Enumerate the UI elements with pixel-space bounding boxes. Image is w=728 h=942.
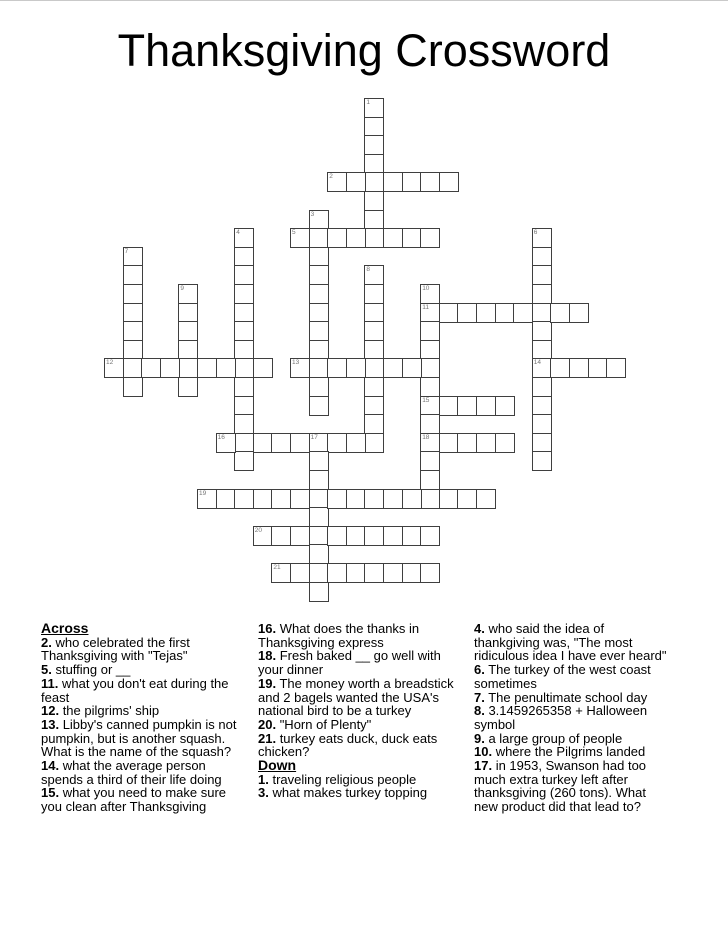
grid-cell-r21-c5[interactable]	[197, 489, 217, 509]
clue-down-4: 4. who said the idea of thankgiving was, "The most ridiculous idea I have ever heard"	[474, 621, 667, 664]
grid-cell-r13-c14[interactable]	[364, 340, 384, 360]
grid-cell-r16-c7[interactable]	[234, 396, 254, 416]
grid-cell-r21-c15[interactable]	[383, 489, 403, 509]
grid-cell-r16-c18[interactable]	[439, 396, 459, 416]
cell-number-18: 18	[422, 433, 430, 441]
grid-cell-r15-c4[interactable]	[178, 377, 198, 397]
clue-down-7: 7. The penultimate school day	[474, 689, 648, 705]
grid-cell-r14-c26[interactable]	[588, 358, 608, 378]
grid-cell-r18-c23[interactable]	[532, 433, 552, 453]
cell-number-12: 12	[106, 359, 114, 367]
grid-cell-r8-c7[interactable]	[234, 247, 254, 267]
grid-cell-r14-c4[interactable]	[178, 358, 198, 378]
grid-cell-r11-c22[interactable]	[513, 303, 533, 323]
grid-cell-r0-c14[interactable]	[364, 98, 384, 118]
clue-across-20: 20. "Horn of Plenty"	[258, 716, 372, 732]
grid-cell-r23-c8[interactable]	[253, 526, 273, 546]
cell-number-16: 16	[217, 433, 225, 441]
grid-cell-r19-c7[interactable]	[234, 451, 254, 471]
grid-cell-r13-c7[interactable]	[234, 340, 254, 360]
clues-column-2	[258, 622, 458, 800]
grid-cell-r11-c20[interactable]	[476, 303, 496, 323]
grid-cell-r21-c13[interactable]	[346, 489, 366, 509]
grid-cell-r25-c15[interactable]	[383, 563, 403, 583]
grid-cell-r16-c23[interactable]	[532, 396, 552, 416]
grid-cell-r7-c16[interactable]	[402, 228, 422, 248]
grid-cell-r18-c12[interactable]	[327, 433, 347, 453]
grid-cell-r6-c14[interactable]	[364, 210, 384, 230]
grid-cell-r24-c11[interactable]	[309, 544, 329, 564]
clue-across-21: 21. turkey eats duck, duck eats chicken?	[258, 730, 438, 760]
grid-cell-r8-c11[interactable]	[309, 247, 329, 267]
clue-across-15: 15. what you need to make sure you clean after Thanksgiving	[41, 785, 227, 815]
grid-cell-r25-c16[interactable]	[402, 563, 422, 583]
grid-cell-r7-c7[interactable]	[234, 228, 254, 248]
grid-cell-r21-c7[interactable]	[234, 489, 254, 509]
grid-cell-r23-c16[interactable]	[402, 526, 422, 546]
grid-cell-r12-c11[interactable]	[309, 321, 329, 341]
clue-down-1: 1. traveling religious people	[258, 771, 417, 787]
grid-cell-r14-c16[interactable]	[402, 358, 422, 378]
cell-number-19: 19	[199, 489, 207, 497]
grid-cell-r11-c11[interactable]	[309, 303, 329, 323]
grid-cell-r17-c17[interactable]	[420, 414, 440, 434]
grid-cell-r21-c17[interactable]	[420, 489, 440, 509]
grid-cell-r9-c14[interactable]	[364, 265, 384, 285]
clue-across-12: 12. the pilgrims' ship	[41, 703, 160, 719]
grid-cell-r7-c10[interactable]	[290, 228, 310, 248]
clue-down-10: 10. where the Pilgrims landed	[474, 744, 646, 760]
grid-cell-r18-c9[interactable]	[271, 433, 291, 453]
grid-cell-r15-c14[interactable]	[364, 377, 384, 397]
grid-cell-r4-c16[interactable]	[402, 172, 422, 192]
grid-cell-r14-c0[interactable]	[104, 358, 124, 378]
grid-cell-r11-c19[interactable]	[457, 303, 477, 323]
grid-cell-r13-c1[interactable]	[123, 340, 143, 360]
grid-cell-r7-c17[interactable]	[420, 228, 440, 248]
grid-cell-r13-c4[interactable]	[178, 340, 198, 360]
grid-cell-r19-c23[interactable]	[532, 451, 552, 471]
grid-cell-r16-c20[interactable]	[476, 396, 496, 416]
grid-cell-r11-c21[interactable]	[495, 303, 515, 323]
grid-cell-r14-c27[interactable]	[606, 358, 626, 378]
grid-cell-r5-c14[interactable]	[364, 191, 384, 211]
grid-cell-r18-c17[interactable]	[420, 433, 440, 453]
grid-cell-r11-c18[interactable]	[439, 303, 459, 323]
grid-cell-r21-c6[interactable]	[216, 489, 236, 509]
grid-cell-r4-c17[interactable]	[420, 172, 440, 192]
grid-cell-r25-c14[interactable]	[364, 563, 384, 583]
grid-cell-r23-c9[interactable]	[271, 526, 291, 546]
grid-cell-r17-c14[interactable]	[364, 414, 384, 434]
clue-down-6: 6. The turkey of the west coast sometimes	[474, 662, 651, 691]
cell-number-15: 15	[422, 396, 430, 404]
grid-cell-r14-c24[interactable]	[550, 358, 570, 378]
clue-across-19: 19. The money worth a breadstick and 2 bagels wanted the USA's national bird to be a turkey	[258, 675, 454, 719]
grid-cell-r11-c7[interactable]	[234, 303, 254, 323]
grid-cell-r26-c11[interactable]	[309, 582, 329, 602]
grid-cell-r21-c20[interactable]	[476, 489, 496, 509]
grid-cell-r21-c10[interactable]	[290, 489, 310, 509]
grid-cell-r21-c8[interactable]	[253, 489, 273, 509]
grid-cell-r11-c1[interactable]	[123, 303, 143, 323]
grid-cell-r16-c14[interactable]	[364, 396, 384, 416]
grid-cell-r21-c11[interactable]	[309, 489, 329, 509]
down-header: Down	[258, 757, 297, 774]
grid-cell-r18-c8[interactable]	[253, 433, 273, 453]
grid-cell-r21-c19[interactable]	[457, 489, 477, 509]
clues-column-3	[474, 622, 670, 814]
grid-cell-r7-c11[interactable]	[309, 228, 329, 248]
grid-cell-r20-c17[interactable]	[420, 470, 440, 490]
grid-cell-r25-c11[interactable]	[309, 563, 329, 583]
grid-cell-r14-c6[interactable]	[216, 358, 236, 378]
grid-cell-r13-c23[interactable]	[532, 340, 552, 360]
grid-cell-r18-c6[interactable]	[216, 433, 236, 453]
grid-cell-r23-c17[interactable]	[420, 526, 440, 546]
grid-cell-r10-c17[interactable]	[420, 284, 440, 304]
grid-cell-r4-c18[interactable]	[439, 172, 459, 192]
grid-cell-r4-c15[interactable]	[383, 172, 403, 192]
grid-cell-r23-c11[interactable]	[309, 526, 329, 546]
grid-cell-r18-c13[interactable]	[346, 433, 366, 453]
grid-cell-r21-c9[interactable]	[271, 489, 291, 509]
grid-cell-r10-c23[interactable]	[532, 284, 552, 304]
cell-number-7: 7	[124, 247, 129, 255]
grid-cell-r14-c15[interactable]	[383, 358, 403, 378]
clue-down-8: 8. 3.1459265358 + Halloween symbol	[474, 703, 648, 732]
grid-cell-r17-c23[interactable]	[532, 414, 552, 434]
grid-cell-r14-c7[interactable]	[234, 358, 254, 378]
grid-cell-r8-c1[interactable]	[123, 247, 143, 267]
cell-number-20: 20	[254, 526, 263, 534]
grid-cell-r25-c10[interactable]	[290, 563, 310, 583]
grid-cell-r16-c17[interactable]	[420, 396, 440, 416]
cell-number-17: 17	[310, 433, 318, 441]
grid-cell-r11-c23[interactable]	[532, 303, 552, 323]
grid-cell-r14-c12[interactable]	[327, 358, 347, 378]
grid-cell-r22-c11[interactable]	[309, 507, 329, 527]
grid-cell-r12-c4[interactable]	[178, 321, 198, 341]
grid-cell-r25-c17[interactable]	[420, 563, 440, 583]
grid-cell-r18-c19[interactable]	[457, 433, 477, 453]
grid-cell-r23-c12[interactable]	[327, 526, 347, 546]
grid-cell-r10-c1[interactable]	[123, 284, 143, 304]
grid-cell-r14-c23[interactable]	[532, 358, 552, 378]
cell-number-4: 4	[236, 229, 240, 237]
grid-cell-r21-c16[interactable]	[402, 489, 422, 509]
clue-down-9: 9. a large group of people	[474, 730, 623, 746]
clue-across-11: 11. what you don't eat during the feast	[41, 675, 229, 705]
grid-cell-r15-c23[interactable]	[532, 377, 552, 397]
grid-cell-r12-c14[interactable]	[364, 321, 384, 341]
grid-cell-r14-c1[interactable]	[123, 358, 143, 378]
grid-cell-r9-c11[interactable]	[309, 265, 329, 285]
grid-cell-r14-c8[interactable]	[253, 358, 273, 378]
grid-cell-r25-c9[interactable]	[271, 563, 291, 583]
cell-number-8: 8	[366, 266, 371, 274]
grid-cell-r15-c7[interactable]	[234, 377, 254, 397]
grid-cell-r14-c2[interactable]	[141, 358, 161, 378]
cell-number-9: 9	[180, 285, 185, 292]
clue-across-5: 5. stuffing or __	[41, 662, 131, 678]
grid-cell-r11-c24[interactable]	[550, 303, 570, 323]
clue-across-13: 13. Libby's canned pumpkin is not pumpkin, but is another squash. What is the name of the squash?	[41, 716, 237, 760]
grid-cell-r10-c4[interactable]	[178, 284, 198, 304]
clue-down-3: 3. what makes turkey topping	[258, 785, 428, 801]
grid-cell-r14-c25[interactable]	[569, 358, 589, 378]
grid-cell-r12-c23[interactable]	[532, 321, 552, 341]
cell-number-11: 11	[422, 303, 429, 311]
grid-cell-r7-c23[interactable]	[532, 228, 552, 248]
grid-cell-r10-c11[interactable]	[309, 284, 329, 304]
grid-cell-r15-c11[interactable]	[309, 377, 329, 397]
grid-cell-r13-c11[interactable]	[309, 340, 329, 360]
grid-cell-r7-c15[interactable]	[383, 228, 403, 248]
grid-cell-r11-c17[interactable]	[420, 303, 440, 323]
grid-cell-r11-c14[interactable]	[364, 303, 384, 323]
grid-cell-r10-c7[interactable]	[234, 284, 254, 304]
grid-cell-r11-c4[interactable]	[178, 303, 198, 323]
grid-cell-r23-c10[interactable]	[290, 526, 310, 546]
grid-cell-r14-c13[interactable]	[346, 358, 366, 378]
grid-cell-r8-c23[interactable]	[532, 247, 552, 267]
grid-cell-r12-c7[interactable]	[234, 321, 254, 341]
grid-cell-r3-c14[interactable]	[364, 154, 384, 174]
clues-column-1	[41, 622, 245, 814]
grid-cell-r2-c14[interactable]	[364, 135, 384, 155]
grid-cell-r4-c12[interactable]	[327, 172, 347, 192]
grid-cell-r16-c21[interactable]	[495, 396, 515, 416]
across-header: Across	[41, 620, 89, 636]
cell-number-21: 21	[273, 564, 281, 571]
clue-across-2: 2. who celebrated the first Thanksgiving with "Tejas"	[41, 634, 190, 664]
cell-number-3: 3	[310, 210, 315, 218]
clue-across-16: 16. What does the thanks in Thanksgiving express	[258, 621, 420, 650]
grid-cell-r18-c18[interactable]	[439, 433, 459, 453]
cell-number-1: 1	[366, 99, 371, 106]
grid-cell-r10-c14[interactable]	[364, 284, 384, 304]
cell-number-10: 10	[422, 285, 430, 292]
clue-across-18: 18. Fresh baked __ go well with your dinner	[258, 648, 441, 678]
grid-cell-r7-c14[interactable]	[364, 228, 384, 248]
grid-cell-r23-c13[interactable]	[346, 526, 366, 546]
grid-cell-r19-c11[interactable]	[309, 451, 329, 471]
grid-cell-r20-c11[interactable]	[309, 470, 329, 490]
clue-across-14: 14. what the average person spends a third of their life doing	[41, 758, 222, 787]
grid-cell-r6-c11[interactable]	[309, 210, 329, 230]
cell-number-5: 5	[292, 229, 296, 237]
grid-cell-r18-c11[interactable]	[309, 433, 329, 453]
grid-cell-r12-c17[interactable]	[420, 321, 440, 341]
grid-cell-r18-c7[interactable]	[234, 433, 254, 453]
grid-cell-r19-c17[interactable]	[420, 451, 440, 471]
grid-cell-r16-c19[interactable]	[457, 396, 477, 416]
grid-cell-r4-c14[interactable]	[364, 172, 384, 192]
grid-cell-r18-c20[interactable]	[476, 433, 496, 453]
cell-number-13: 13	[292, 359, 300, 367]
clue-down-17: 17. in 1953, Swanson had too much extra turkey left after thanksgiving (260 tons). What new product did that lead to?	[474, 758, 647, 815]
grid-cell-r18-c21[interactable]	[495, 433, 515, 453]
grid-cell-r23-c14[interactable]	[364, 526, 384, 546]
cell-number-2: 2	[329, 173, 333, 181]
grid-cell-r18-c14[interactable]	[364, 433, 384, 453]
grid-cell-r13-c17[interactable]	[420, 340, 440, 360]
grid-cell-r11-c25[interactable]	[569, 303, 589, 323]
grid-cell-r4-c13[interactable]	[346, 172, 366, 192]
grid-cell-r9-c23[interactable]	[532, 265, 552, 285]
grid-cell-r23-c15[interactable]	[383, 526, 403, 546]
grid-cell-r21-c18[interactable]	[439, 489, 459, 509]
grid-cell-r14-c14[interactable]	[364, 358, 384, 378]
grid-cell-r25-c13[interactable]	[346, 563, 366, 583]
cell-number-14: 14	[533, 359, 542, 367]
page-title: Thanksgiving Crossword	[117, 25, 611, 76]
grid-cell-r15-c1[interactable]	[123, 377, 143, 397]
grid-cell-r7-c12[interactable]	[327, 228, 347, 248]
grid-cell-r21-c12[interactable]	[327, 489, 347, 509]
grid-cell-r14-c11[interactable]	[309, 358, 329, 378]
grid-cell-r7-c13[interactable]	[346, 228, 366, 248]
grid-cell-r17-c7[interactable]	[234, 414, 254, 434]
grid-cell-r14-c10[interactable]	[290, 358, 310, 378]
grid-cell-r9-c1[interactable]	[123, 265, 143, 285]
grid-cell-r16-c11[interactable]	[309, 396, 329, 416]
grid-cell-r14-c17[interactable]	[420, 358, 440, 378]
grid-cell-r18-c10[interactable]	[290, 433, 310, 453]
cell-number-6: 6	[533, 229, 538, 237]
grid-cell-r14-c3[interactable]	[160, 358, 180, 378]
grid-cell-r14-c5[interactable]	[197, 358, 217, 378]
grid-cell-r1-c14[interactable]	[364, 117, 384, 137]
grid-cell-r15-c17[interactable]	[420, 377, 440, 397]
grid-cell-r12-c1[interactable]	[123, 321, 143, 341]
grid-cell-r25-c12[interactable]	[327, 563, 347, 583]
grid-cell-r9-c7[interactable]	[234, 265, 254, 285]
grid-cell-r21-c14[interactable]	[364, 489, 384, 509]
